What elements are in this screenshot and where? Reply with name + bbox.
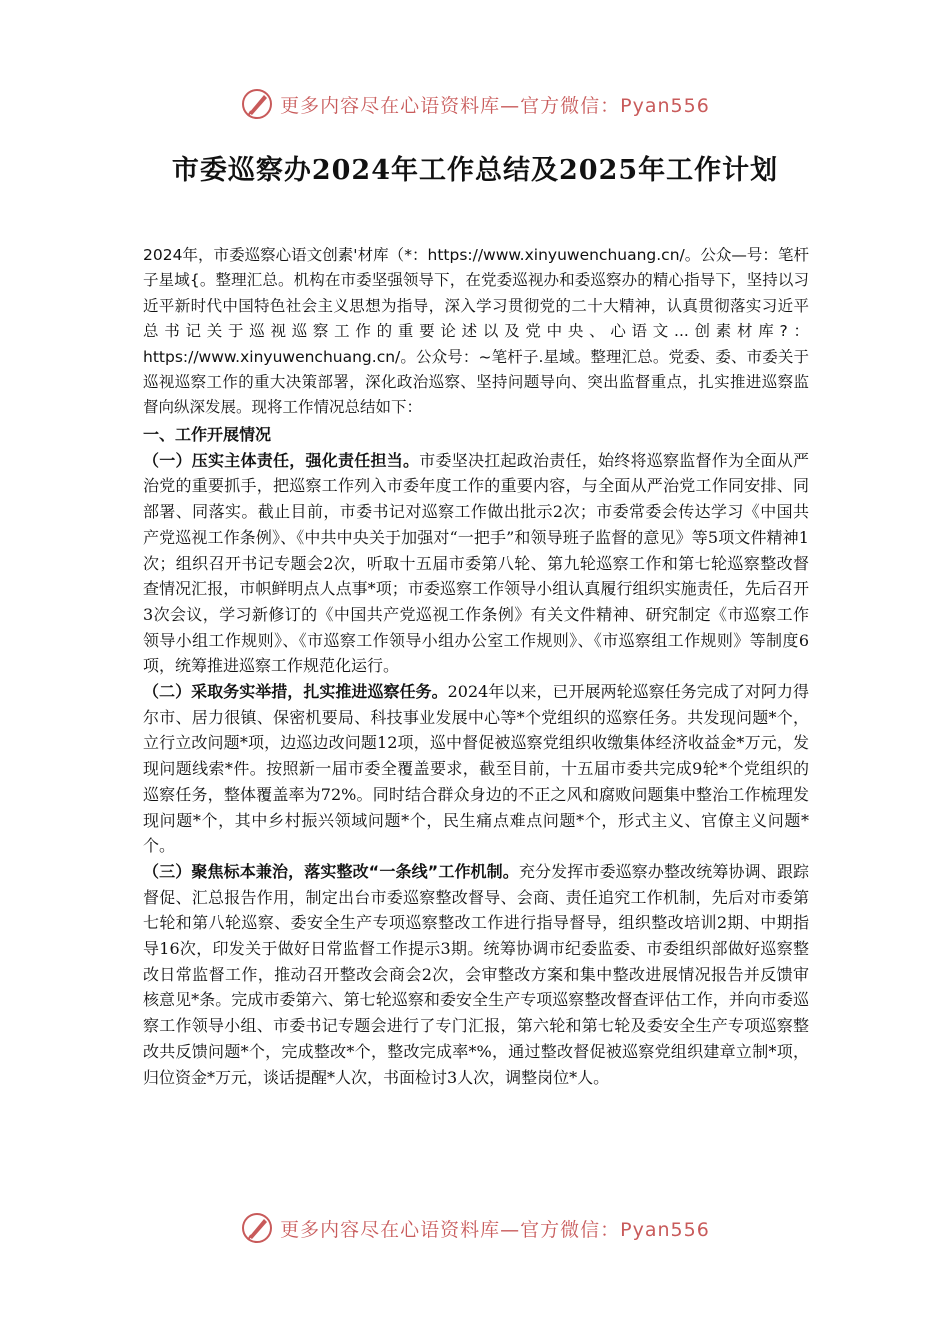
quill-pen-logo-icon [240, 1211, 274, 1245]
footer-banner [0, 1208, 950, 1248]
banner-text: 更多内容尽在心语资料库—官方微信：Pyan556 [280, 1218, 710, 1241]
paragraph-2-lead: （二）采取务实举措，扎实推进巡察任务。 [143, 682, 448, 702]
document-body [143, 422, 809, 1090]
paragraph-3-text: 充分发挥市委巡察办整改统筹协调、跟踪督促、汇总报告作用，制定出台市委巡察整改督导、会商、责任追究工作机制，先后对市委第七轮和第八轮巡察、委安全生产专项巡察整改工作进行指导督导，组织整改培训2期、中期指导16次，印发关于做好日常监督工作提示3期。统筹协调市纪委监委、市委组织部做好巡察整改日常监督工作，推动召开整改会商会2次，会审整改方案和集中整改进展情况报告并反馈审核意见*条。完成市委第六、第七轮巡察和委安全生产专项巡察整改督查评估工作，并向市委巡察工作领导小组、市委书记专题会进行了专门汇报，第六轮和第七轮及委安全生产专项巡察整改共反馈问题*个，完成整改*个，整改完成率*%，通过整改督促被巡察党组织建章立制*项，归位资金*万元，谈话提醒*人次，书面检讨3人次，调整岗位*人。 [143, 861, 809, 1087]
section-heading: 一、工作开展情况 [143, 425, 272, 444]
document-title: 市委巡察办2024年工作总结及2025年工作计划 [171, 155, 779, 186]
banner-text: 更多内容尽在心语资料库—官方微信：Pyan556 [280, 94, 710, 117]
paragraph-2-text: 2024年以来，已开展两轮巡察任务完成了对阿力得尔市、居力很镇、保密机要局、科技事业发展中心等*个党组织的巡察任务。共发现问题*个，立行立改问题*项，边巡边改问题12项，巡中督促被巡察党组织收缴集体经济收益金*万元，发现问题线索*件。按照新一届市委全覆盖要求，截至目前，十五届市委共完成9轮*个党组织的巡察任务，整体覆盖率为72%。同时结合群众身边的不正之风和腐败问题集中整治工作梳理发现问题*个，其中乡村振兴领域问题*个，民生痛点难点问题*个，形式主义、官僚主义问题*个。 [143, 682, 809, 856]
paragraph-1-text: 市委坚决扛起政治责任，始终将巡察监督作为全面从严治党的重要抓手，把巡察工作列入市委年度工作的重要内容，与全面从严治党工作同安排、同部署、同落实。截止目前，市委书记对巡察工作做出批示2次；市委常委会传达学习《中国共产党巡视工作条例》、《中共中央关于加强对“一把手”和领导班子监督的意见》等5项文件精神1次；组织召开书记专题会2次，听取十五届市委第八轮、第九轮巡察工作和第七轮巡察整改督查情况汇报，市帜鲜明点人点事*项；市委巡察工作领导小组认真履行组织实施责任，先后召开3次会议，学习新修订的《中国共产党巡视工作条例》有关文件精神、研究制定《市巡察工作领导小组工作规则》、《市巡察工作领导小组办公室工作规则》、《市巡察组工作规则》等制度6项，统筹推进巡察工作规范化运行。 [143, 450, 809, 676]
header-banner [0, 84, 950, 124]
paragraph-3 [143, 859, 809, 1090]
paragraph-3-lead: （三）聚焦标本兼治，落实整改“一条线”工作机制。 [143, 861, 519, 881]
paragraph-1 [143, 448, 809, 679]
paragraph-2 [143, 679, 809, 859]
intro-paragraph [143, 243, 809, 421]
paragraph-1-lead: （一）压实主体责任，强化责任担当。 [143, 450, 420, 470]
intro-text: 2024年，市委巡察心语文创素'材库（*：https://www.xinyuwenchuang.cn/。公众—号：笔杆子星域{。整理汇总。机构在市委坚强领导下，在党委巡视办和委巡察办的精心指导下，坚持以习近平新时代中国特色社会主义思想为指导，深入学习贯彻党的二十大精神，认真贯彻落实习近平总书记关于巡视巡察工作的重要论述以及党中央、心语文...创素材库?：https://www.xinyuwenchuang.cn/。公众号：~笔杆子.星域。整理汇总。党委、委、市委关于巡视巡察工作的重大决策部署，深化政治巡察、坚持问题导向、突出监督重点，扎实推进巡察监督向纵深发展。现将工作情况总结如下： [143, 246, 809, 417]
quill-pen-logo-icon [240, 87, 274, 121]
